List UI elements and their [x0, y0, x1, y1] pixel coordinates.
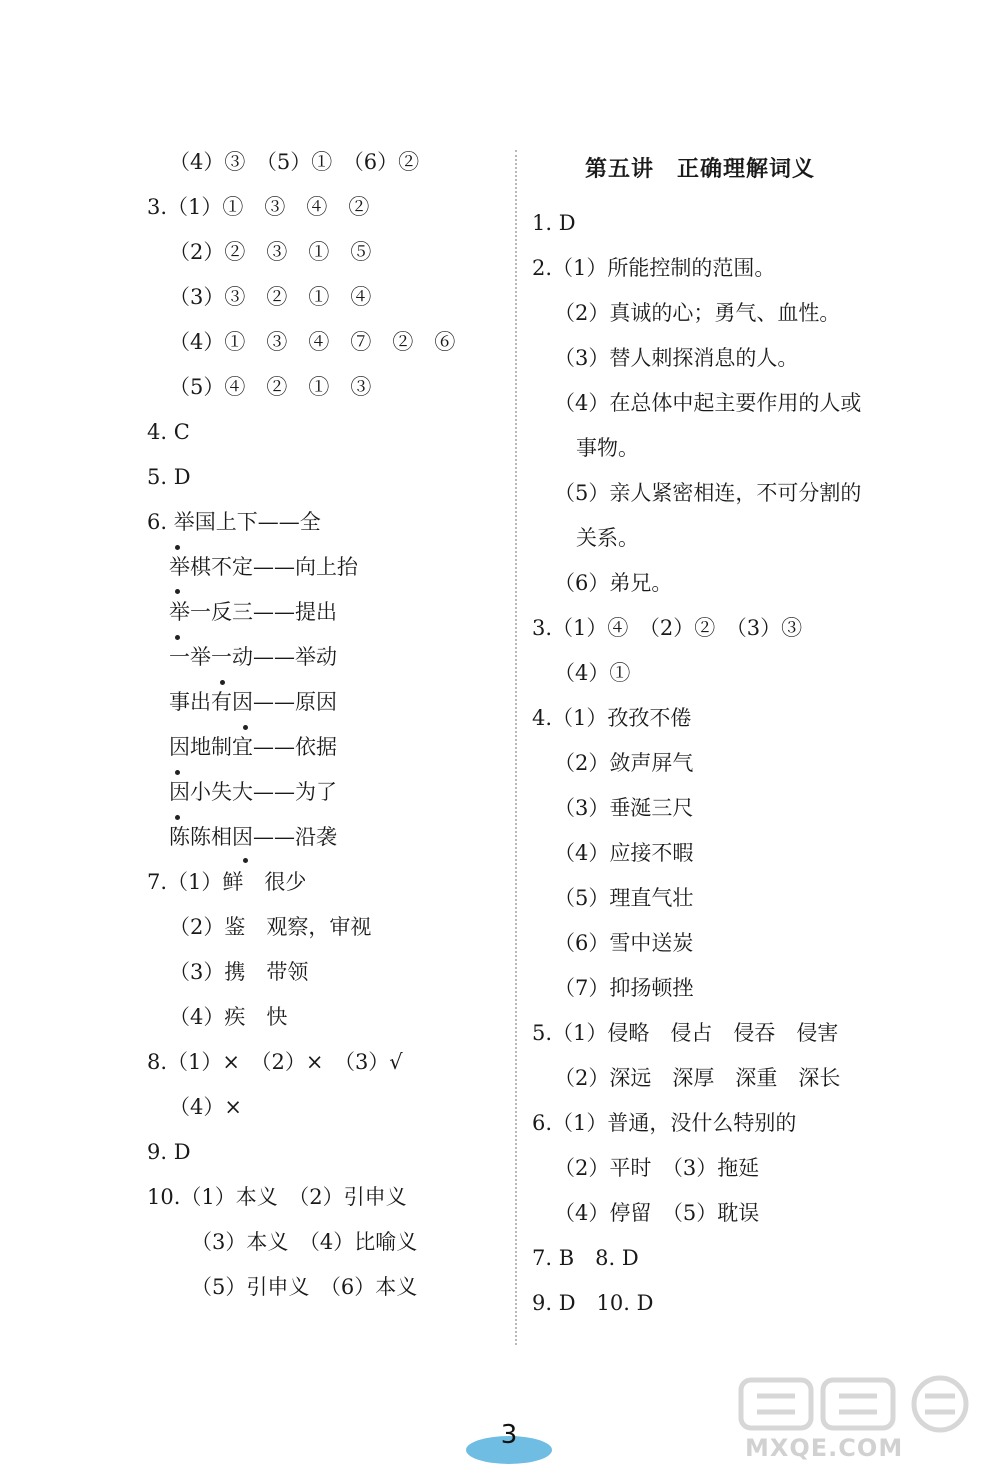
- emphasis-dot: [175, 589, 180, 594]
- emphasis-dot: [175, 545, 180, 550]
- answer-line: （5）引申义 （6）本义: [191, 1275, 418, 1299]
- watermark-logo: [735, 1372, 1000, 1462]
- emphasis-dot: [175, 635, 180, 640]
- answer-line: （5）④ ② ① ③: [169, 375, 372, 399]
- answer-line: 举一反三——提出: [169, 600, 337, 624]
- answer-line: （6）弟兄。: [554, 571, 673, 595]
- answer-line: 6.（1）普通，没什么特别的: [532, 1111, 797, 1135]
- emphasis-dot: [243, 858, 248, 863]
- answer-line: （4）①: [554, 661, 631, 685]
- answer-line: 因地制宜——依据: [169, 735, 337, 759]
- watermark-text: MXQE.COM: [745, 1434, 904, 1462]
- answer-line: 9. D 10. D: [532, 1291, 654, 1315]
- answer-line: （3）携 带领: [169, 960, 309, 984]
- answer-line: 7. B 8. D: [532, 1246, 639, 1270]
- answer-line: 4. C: [147, 420, 190, 444]
- emphasis-dot: [243, 725, 248, 730]
- answer-line: 陈陈相因——沿袭: [169, 825, 337, 849]
- answer-line: 事出有因——原因: [169, 690, 337, 714]
- answer-line: （2）平时 （3）拖延: [554, 1156, 760, 1180]
- answer-line: 关系。: [576, 526, 639, 550]
- answer-line: （4）① ③ ④ ⑦ ② ⑥: [169, 330, 456, 354]
- answer-line: （3）③ ② ① ④: [169, 285, 372, 309]
- answer-line: 2.（1）所能控制的范围。: [532, 256, 776, 280]
- emphasis-dot: [220, 680, 225, 685]
- answer-line: 一举一动——举动: [169, 645, 337, 669]
- answer-line: （4）疾 快: [169, 1005, 288, 1029]
- emphasis-dot: [175, 815, 180, 820]
- answer-line: （4）停留 （5）耽误: [554, 1201, 760, 1225]
- answer-line: （2）② ③ ① ⑤: [169, 240, 372, 264]
- answer-line: 8.（1）× （2）× （3）√: [147, 1050, 403, 1074]
- answer-line: 7.（1）鲜 很少: [147, 870, 307, 894]
- answer-line: （4）应接不暇: [554, 841, 694, 865]
- answer-line: （5）亲人紧密相连，不可分割的: [554, 481, 862, 505]
- answer-line: （3）替人刺探消息的人。: [554, 346, 799, 370]
- answer-line: （3）垂涎三尺: [554, 796, 694, 820]
- answer-line: （4）③ （5）① （6）②: [169, 150, 420, 174]
- column-divider: [515, 150, 517, 1345]
- answer-line: 6. 举国上下——全: [147, 510, 321, 534]
- answer-line: （7）抑扬顿挫: [554, 976, 694, 1000]
- answer-line: 9. D: [147, 1140, 191, 1164]
- answer-line: 举棋不定——向上抬: [169, 555, 358, 579]
- answer-line: （3）本义 （4）比喻义: [191, 1230, 418, 1254]
- answer-line: 5. D: [147, 465, 191, 489]
- answer-line: 因小失大——为了: [169, 780, 337, 804]
- answer-line: （2）鉴 观察，审视: [169, 915, 372, 939]
- answer-line: 1. D: [532, 211, 576, 235]
- watermark-stamp-icon: [735, 1372, 1000, 1434]
- answer-line: 5.（1）侵略 侵占 侵吞 侵害: [532, 1021, 839, 1045]
- answer-line: （2）敛声屏气: [554, 751, 694, 775]
- answer-line: （6）雪中送炭: [554, 931, 694, 955]
- answer-line: （2）深远 深厚 深重 深长: [554, 1066, 841, 1090]
- page-number: 3: [500, 1420, 518, 1450]
- answer-line: 3.（1）④ （2）② （3）③: [532, 616, 803, 640]
- answer-line: 事物。: [576, 436, 639, 460]
- emphasis-dot: [175, 770, 180, 775]
- answer-line: 10.（1）本义 （2）引申义: [147, 1185, 407, 1209]
- answer-line: （4）×: [169, 1095, 242, 1119]
- answer-line: 4.（1）孜孜不倦: [532, 706, 692, 730]
- answer-line: （2）真诚的心；勇气、血性。: [554, 301, 841, 325]
- answer-line: 3.（1）① ③ ④ ②: [147, 195, 370, 219]
- answer-line: （5）理直气壮: [554, 886, 694, 910]
- section-title: 第五讲 正确理解词义: [585, 157, 816, 182]
- answer-line: （4）在总体中起主要作用的人或: [554, 391, 862, 415]
